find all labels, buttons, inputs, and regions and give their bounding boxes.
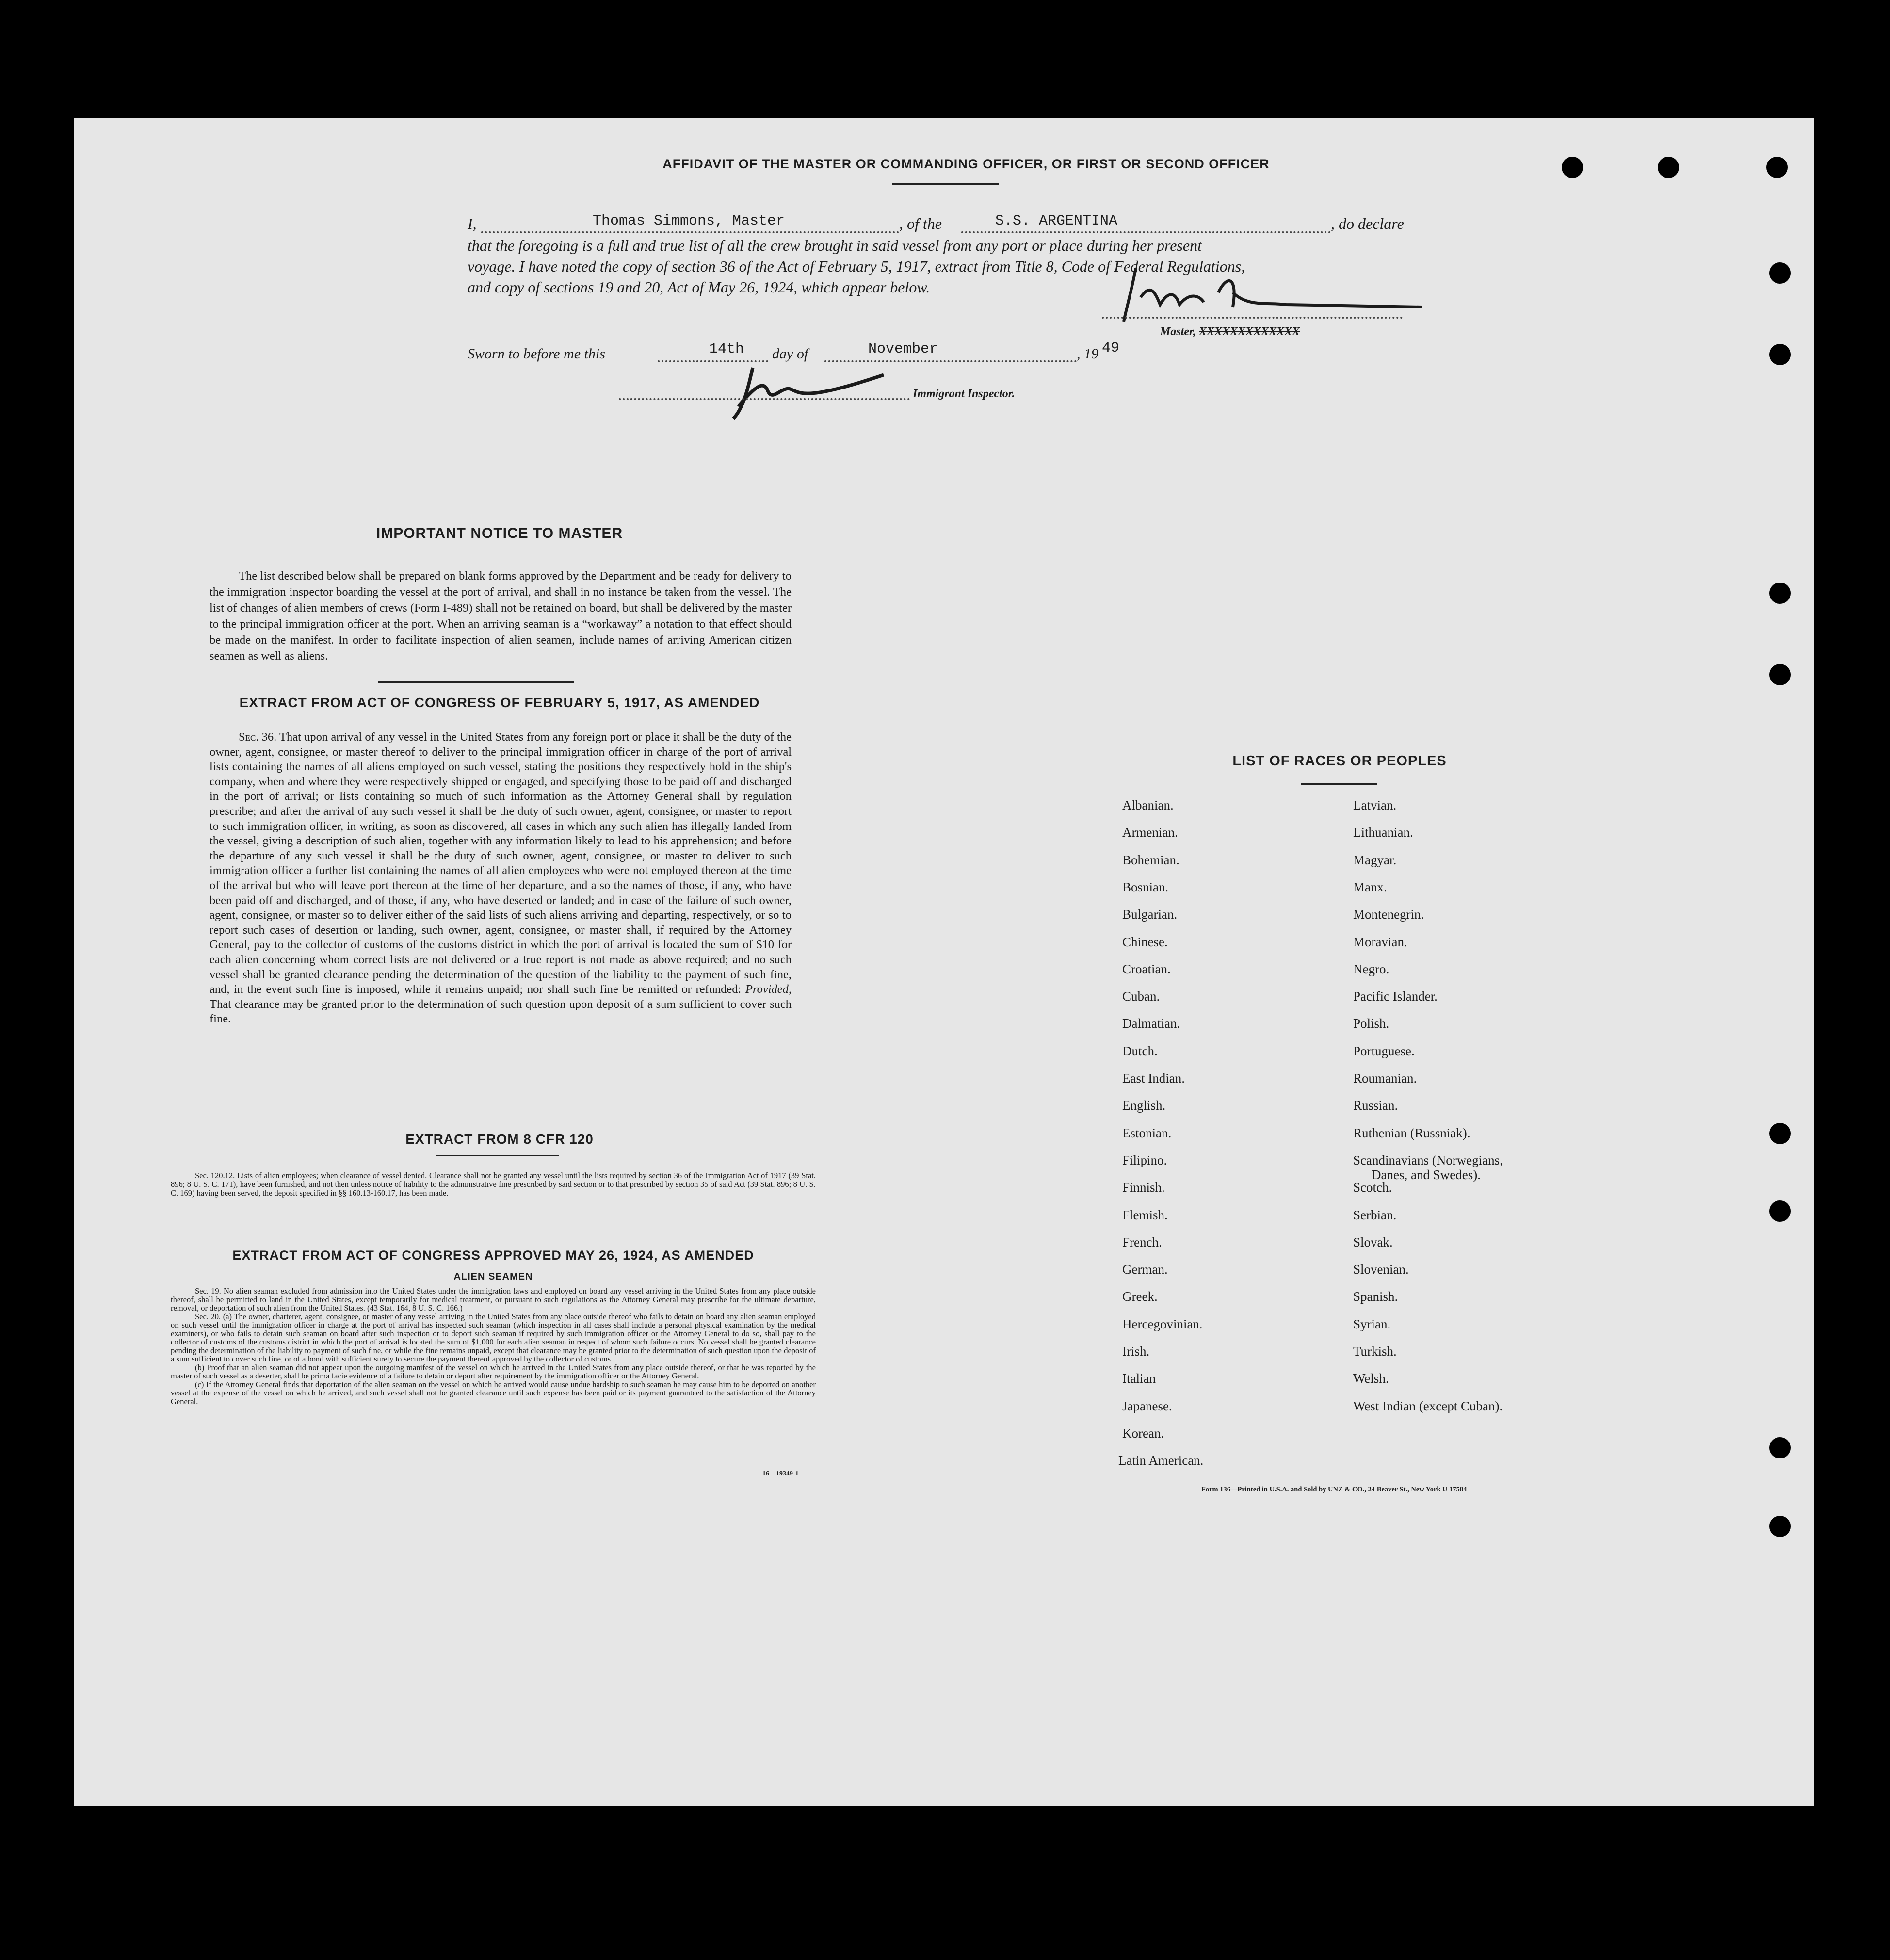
affidavit-of-the: , of the (899, 215, 942, 232)
race-item: Lithuanian. (1353, 825, 1413, 840)
notice-text: The list described below shall be prepared on blank forms approved by the Department and be ready for delivery to the immigration inspector boarding the vessel at the port of arrival, and shall in no instance be taken from the vessel. The list of changes of alien members of crews (Form I-489) shall not be retained on board, but shall be delivered by the master to the principal immigration officer at the port. When an arriving seaman is a “workaway” a notation to that effect should be made on the manifest. In order to facilitate inspection of alien seamen, include names of arriving American citizen seamen as well as aliens. (210, 569, 792, 663)
race-item: Syrian. (1353, 1316, 1391, 1331)
race-item: Croatian. (1122, 961, 1171, 976)
master-label-text: Master, (1160, 325, 1196, 338)
race-item: Roumanian. (1353, 1071, 1417, 1085)
race-item: Bohemian. (1122, 852, 1179, 867)
master-label (1160, 325, 1300, 339)
race-item: French. (1122, 1234, 1162, 1249)
affidavit-title: AFFIDAVIT OF THE MASTER OR COMMANDING OFFICER, OR FIRST OR SECOND OFFICER (662, 157, 1270, 171)
race-item: Danes, and Swedes). (1372, 1167, 1481, 1182)
affidavit-body-3: and copy of sections 19 and 20, Act of May 26, 1924, which appear below. (468, 278, 930, 296)
race-item: Bulgarian. (1122, 907, 1178, 922)
race-item: Slovak. (1353, 1234, 1393, 1249)
race-item: Welsh. (1353, 1371, 1389, 1386)
cfr-title: EXTRACT FROM 8 CFR 120 (405, 1132, 594, 1147)
race-item: Albanian. (1122, 798, 1174, 812)
race-item: Latin American. (1118, 1453, 1204, 1468)
binder-hole (1769, 1437, 1791, 1458)
alien-seamen-subtitle: ALIEN SEAMEN (453, 1271, 533, 1282)
affidavit-body-1: that the foregoing is a full and true list of all the crew brought in said vessel from any port or place during her present (468, 237, 1202, 254)
sworn-label: Sworn to before me this (468, 346, 605, 362)
race-item: Portuguese. (1353, 1043, 1415, 1058)
sworn-day: 14th (658, 341, 768, 362)
form-number: 16—19349-1 (762, 1470, 799, 1477)
binder-hole (1658, 157, 1679, 178)
sec-19-text: Sec. 19. No alien seaman excluded from admission into the United States under the immigration laws and employed on board any vessel arriving in the United States from any place outside thereof, shall be permitted to land in the United States, except temporarily for medical treatment, or pursuant to such regulations as the Attorney General may prescribe for the ultimate departure, removal, or deportation of such alien from the United States. (43 Stat. 164, 8 U. S. C. 166.) (171, 1286, 816, 1312)
sec-20c-text: (c) If the Attorney General finds that deportation of the alien seaman on the vessel on which he arrived would cause undue hardship to such seaman he may cause him to be deported on another vessel at the expense of the vessel on which he arrived, and such vessel shall not be granted clearance until such expense has been paid or its payment guaranteed to the satisfaction of the Attorney General. (171, 1379, 816, 1406)
provided-label: Provided, (745, 983, 792, 996)
race-item: Scandinavians (Norwegians, (1353, 1152, 1503, 1167)
notice-title: IMPORTANT NOTICE TO MASTER (376, 525, 623, 541)
affidavit-do-declare: , do declare (1331, 215, 1404, 232)
extract-1917-title: EXTRACT FROM ACT OF CONGRESS OF FEBRUARY 5, 1917, AS AMENDED (239, 695, 760, 710)
affidavit-i-label: I, (468, 215, 477, 232)
binder-hole (1766, 157, 1788, 178)
document-sheet (74, 118, 1814, 1806)
race-item: Bosnian. (1122, 879, 1169, 894)
race-item: Latvian. (1353, 798, 1397, 812)
race-item: English. (1122, 1098, 1166, 1113)
race-item: Slovenian. (1353, 1262, 1409, 1277)
master-name-field: Thomas Simmons, Master (481, 213, 899, 233)
race-item: Filipino. (1122, 1152, 1167, 1167)
notice-divider (378, 681, 574, 683)
race-item: Montenegrin. (1353, 907, 1424, 922)
binder-hole (1562, 157, 1583, 178)
inspector-signature-line (619, 398, 910, 400)
race-item: Negro. (1353, 961, 1389, 976)
day-of-label: day of (772, 346, 808, 362)
race-item: Dalmatian. (1122, 1016, 1180, 1031)
race-item: Italian (1122, 1371, 1156, 1386)
master-signature-line (1102, 317, 1403, 319)
sec-20b-text: (b) Proof that an alien seaman did not appear upon the outgoing manifest of the vessel on which he arrived in the United States from any place outside thereof, or that he was reported by the master of such vessel as a deserter, shall be prima facie evidence of a failure to detain or deport after requirement by the immigration officer or the Attorney General. (171, 1362, 816, 1380)
race-item: Turkish. (1353, 1344, 1397, 1359)
race-item: German. (1122, 1262, 1168, 1277)
binder-hole (1769, 1516, 1791, 1537)
race-item: Polish. (1353, 1016, 1389, 1031)
race-item: Japanese. (1122, 1398, 1172, 1413)
sec-36-text-end: That clearance may be granted prior to the determination of such question upon deposit of a sum sufficient to cover such fine. (210, 997, 792, 1026)
race-item: East Indian. (1122, 1071, 1185, 1085)
race-item: Korean. (1122, 1425, 1164, 1441)
extract-1917-text (210, 730, 792, 1027)
race-item: Serbian. (1353, 1207, 1397, 1222)
inspector-signature (724, 360, 888, 423)
binder-hole (1769, 344, 1791, 365)
printer-footer: Form 136—Printed in U.S.A. and Sold by UNZ & CO., 24 Beaver St., New York U 17584 (1201, 1486, 1467, 1493)
races-underline (1301, 783, 1377, 785)
title-underline (892, 183, 999, 185)
vessel-name-field: S.S. ARGENTINA (961, 213, 1331, 233)
race-item: Manx. (1353, 879, 1387, 894)
binder-hole (1769, 583, 1791, 604)
extract-1924-text (171, 1287, 816, 1406)
race-item: Flemish. (1122, 1207, 1168, 1222)
race-item: Hercegovinian. (1122, 1316, 1203, 1331)
race-item: Dutch. (1122, 1043, 1158, 1058)
binder-hole (1769, 664, 1791, 685)
cfr-text: Sec. 120.12. Lists of alien employees; when clearance of vessel denied. Clearance shall not be granted any vessel until the lists required by section 36 of the Immigration Act of 1917 (39 Stat. 896; 8 U. S. C. 171), have been furnished, and not then unless notice of liability to the administrative fine prescribed by said section or to that prescribed by section 35 of said Act (39 Stat. 896; 8 U. S. C. 169) having been served, the deposit specified in §§ 160.13-160.17, has been made. (171, 1171, 816, 1198)
race-item: Greek. (1122, 1289, 1158, 1304)
race-item: Russian. (1353, 1098, 1398, 1113)
year-prefix: , 19 (1077, 346, 1098, 362)
sec-36-label: Sec. 36. (239, 730, 277, 744)
sworn-month: November (824, 341, 1077, 362)
race-item: West Indian (except Cuban). (1353, 1398, 1503, 1413)
race-item: Spanish. (1353, 1289, 1398, 1304)
cfr-underline (436, 1155, 559, 1156)
struck-text: XXXXXXXXXXXXX (1199, 325, 1300, 338)
race-item: Estonian. (1122, 1125, 1172, 1140)
race-item: Chinese. (1122, 934, 1168, 949)
inspector-label: Immigrant Inspector. (913, 388, 1015, 400)
sworn-year: 49 (1102, 340, 1120, 356)
affidavit-body-2: voyage. I have noted the copy of section 36 of the Act of February 5, 1917, extract from Title 8, Code of Federal Regulations, (468, 258, 1245, 275)
race-item: Irish. (1122, 1344, 1150, 1359)
binder-hole (1769, 1200, 1791, 1222)
race-item: Armenian. (1122, 825, 1178, 840)
race-item: Cuban. (1122, 989, 1160, 1004)
race-item: Scotch. (1353, 1180, 1392, 1195)
race-item: Ruthenian (Russniak). (1353, 1125, 1470, 1140)
binder-hole (1769, 262, 1791, 284)
race-item: Magyar. (1353, 852, 1397, 867)
race-item: Pacific Islander. (1353, 989, 1438, 1004)
race-item: Moravian. (1353, 934, 1407, 949)
races-title: LIST OF RACES OR PEOPLES (1232, 753, 1447, 769)
binder-hole (1769, 1123, 1791, 1144)
sec-20a-text: Sec. 20. (a) The owner, charterer, agent, consignee, or master of any vessel arriving in the United States from any place outside thereof who fails to detain on board any alien seaman employed on such vessel until the immigration officer in charge at the port of arrival has inspected such seaman (which inspection in all cases shall include a personal physical examination by the medical examiners), or who fails to detain such seaman on board after such inspection or to deport such seaman if required by such immigration officer or the Attorney General to do so, shall pay to the collector of customs of the customs district in which the port of arrival is located the sum of $1,000 for each alien seaman in respect of whom such failure occurs. No vessel shall be granted clearance pending the determination of the liability to payment of such fine, or while the fine remains unpaid, except that clearance may be granted prior to the determination of such question upon the deposit of a sum sufficient to cover such fine, or of a bond with sufficient surety to secure the payment thereof approved by the collector of customs. (171, 1312, 816, 1363)
race-item: Finnish. (1122, 1180, 1165, 1195)
sec-36-text: That upon arrival of any vessel in the United States from any foreign port or place it shall be the duty of the owner, agent, consignee, or master thereof to deliver to the principal immigration officer in charge of the port of arrival lists containing the names of all aliens employed on such vessel, stating the positions they respectively hold in the ship's company, when and where they were respectively shipped or engaged, and specifying those to be paid off and discharged in the port of arrival; or lists containing so much of such information as the Attorney General shall by regulation prescribe; and after the arrival of any such vessel it shall be the duty of such owner, agent, consignee, or master to report to such immigration officer, in writing, as soon as discovered, all cases in which any such alien has illegally landed from the vessel, giving a description of such alien, together with any information likely to lead to his apprehension; and before the departure of any such vessel it shall be the duty of such owner, agent, consignee, or master to deliver to such immigration officer a further list containing the names of all alien employees who were not employed thereon at the time of the arrival but who will leave port thereon at the time of her departure, and also the names of those, if any, who have been paid off and discharged, and of those, if any, who have deserted or landed; and in case of the failure of such owner, agent, consignee, or master so to deliver either of the said lists of such aliens arriving and departing, respectively, or so to report such cases of desertion or landing, such owner, agent, consignee, or master shall, if required by the Attorney General, pay to the collector of customs of the customs district in which the port of arrival is located the sum of $10 for each alien concerning whom correct lists are not delivered or a true report is not made as above required; and no such vessel shall be granted clearance pending the determination of the question of the liability to the payment of such fine, and, in the event such fine is imposed, while it remains unpaid; nor shall such fine be remitted or refunded: (210, 730, 792, 996)
extract-1924-title: EXTRACT FROM ACT OF CONGRESS APPROVED MAY 26, 1924, AS AMENDED (232, 1248, 754, 1263)
